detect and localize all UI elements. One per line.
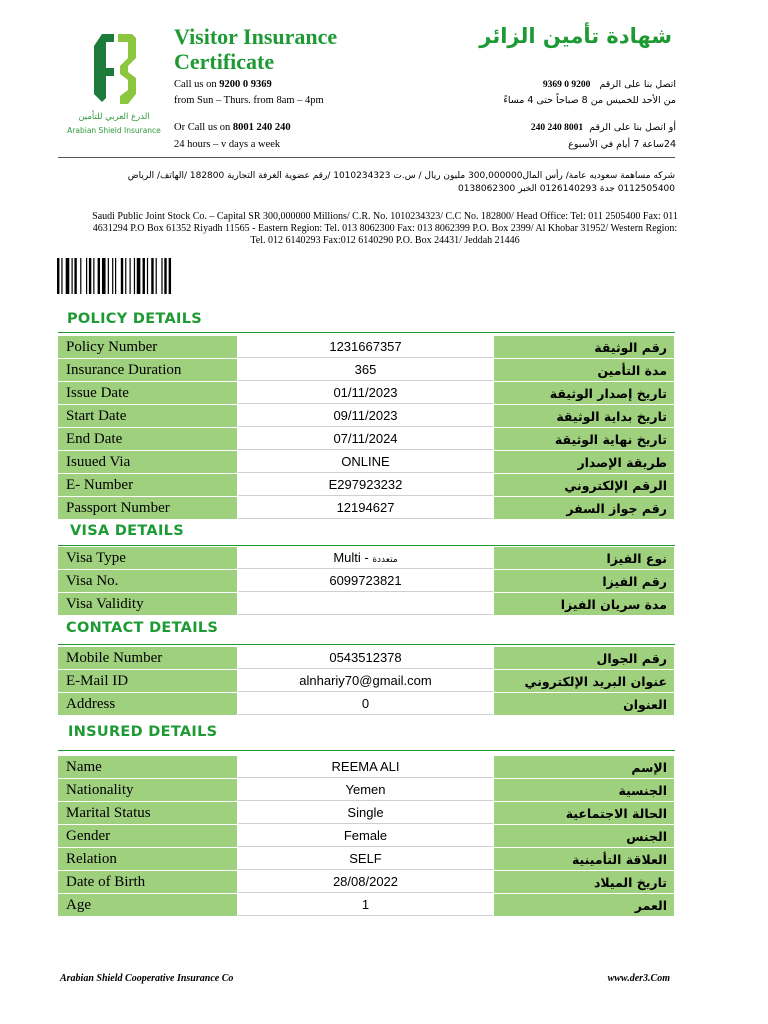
field-label-arabic: رقم الوثيقة <box>493 336 674 358</box>
certificate-title-english: Visitor Insurance Certificate <box>174 24 338 74</box>
field-value-text: 6099723821 <box>329 573 402 588</box>
field-label: Visa Validity <box>58 593 238 615</box>
contact-details-table <box>58 646 674 716</box>
policy-row <box>58 474 674 496</box>
field-label-arabic: العمر <box>493 894 674 916</box>
field-label: Marital Status <box>58 802 238 824</box>
logo-text-arabic: الدرع العربي للتأمين <box>78 112 150 122</box>
field-label: Visa Type <box>58 547 238 569</box>
field-value <box>238 570 493 592</box>
field-label: Relation <box>58 848 238 870</box>
contact-row <box>58 693 674 715</box>
field-label: Insurance Duration <box>58 359 238 381</box>
field-value <box>238 451 493 473</box>
field-value-text: 0543512378 <box>329 650 402 665</box>
policy-row <box>58 497 674 519</box>
policy-row <box>58 451 674 473</box>
policy-row <box>58 382 674 404</box>
section-rule-contact <box>58 644 675 645</box>
visa-row <box>58 593 674 615</box>
field-label-arabic: نوع الفيزا <box>493 547 674 569</box>
field-value-text: alnhariy70@gmail.com <box>299 673 432 688</box>
field-value <box>238 593 493 615</box>
header-divider <box>58 157 675 158</box>
field-label-arabic: رقم الجوال <box>493 647 674 669</box>
field-label-arabic: العلاقة التأمينية <box>493 848 674 870</box>
visa-row <box>58 547 674 569</box>
field-value-text: 0 <box>361 696 370 711</box>
footer-company: Arabian Shield Cooperative Insurance Co <box>60 973 234 984</box>
field-label-arabic: رقم جواز السفر <box>493 497 674 519</box>
field-label-arabic: الإسم <box>493 756 674 778</box>
field-label: Isuued Via <box>58 451 238 473</box>
field-value <box>238 547 493 569</box>
section-title-insured: INSURED DETAILS <box>68 724 218 740</box>
field-label: E- Number <box>58 474 238 496</box>
call-line-2-arabic: أو اتصل بنا على الرقم 8001 240 240 <box>530 122 676 133</box>
field-label: Gender <box>58 825 238 847</box>
contact-row <box>58 670 674 692</box>
insured-row <box>58 848 674 870</box>
field-label-arabic: رقم الفيزا <box>493 570 674 592</box>
section-title-policy: POLICY DETAILS <box>67 311 202 327</box>
field-label: Name <box>58 756 238 778</box>
field-label: Visa No. <box>58 570 238 592</box>
field-label: Issue Date <box>58 382 238 404</box>
call2-hours-arabic: 24ساعة 7 أيام في الأسبوع <box>568 139 676 150</box>
field-value <box>238 825 493 847</box>
field-label-arabic: الحالة الاجتماعية <box>493 802 674 824</box>
field-label-arabic: الرقم الإلكتروني <box>493 474 674 496</box>
company-info-english: Saudi Public Joint Stock Co. – Capital SR 300,000000 Millions/ C.R. No. 1010234323/ C.C No. 182800/ Head Office: Tel: 011 2505400 Fax: 011 4631294 P.O Box 61352 Riyadh 11565 - Eastern Region: Tel. 013 8062300 Fax: 013 8062399 P.O. Box 2399/ Al Khobar 31952/ Western Region: Tel. 012 6140293 Fax:012 6140290 P.O. Box 24431/ Jeddah 21446 <box>92 211 678 246</box>
field-label: Policy Number <box>58 336 238 358</box>
company-info-arabic: شركه مساهمة سعوديه عامة/ رأس المال300,000000 مليون ريال / س.ت 1010234323 /رقم عضوية الغرفة التجارية 182800 /الهاتف/ الرياض 0112505400 جدة 0126140293 الخبر 0138062300 <box>127 171 675 194</box>
call2-number-arabic[interactable]: 8001 240 240 <box>530 123 584 133</box>
call-number[interactable]: 9200 0 9369 <box>219 79 272 90</box>
field-label-arabic: تاريخ إصدار الوثيقة <box>493 382 674 404</box>
company-logo <box>84 28 144 110</box>
field-value <box>238 474 493 496</box>
field-value-arabic: متعددة <box>372 555 398 565</box>
field-value-text: REEMA ALI <box>331 759 400 774</box>
field-value-text: E297923232 <box>328 477 403 492</box>
field-value-text: 09/11/2023 <box>333 408 398 423</box>
field-value <box>238 802 493 824</box>
call-hours-arabic: من الأحد للخميس من 8 صباحاً حتى 4 مساءً <box>503 95 676 106</box>
field-value-text: Female <box>343 828 388 843</box>
field-value-text: 07/11/2024 <box>333 431 398 446</box>
field-label-arabic: الجنس <box>493 825 674 847</box>
call2-hours: 24 hours – v days a week <box>174 139 281 150</box>
field-value <box>238 336 493 358</box>
field-value <box>238 871 493 893</box>
policy-row <box>58 336 674 358</box>
section-title-visa: VISA DETAILS <box>70 523 184 539</box>
section-title-contact: CONTACT DETAILS <box>66 620 219 636</box>
certificate-title-arabic: شهادة تأمين الزائر <box>479 24 672 48</box>
call-line-2: Or Call us on 8001 240 240 <box>174 122 291 133</box>
field-value <box>238 894 493 916</box>
footer-website[interactable]: www.der3.Com <box>607 973 670 984</box>
field-label: Date of Birth <box>58 871 238 893</box>
field-value <box>238 848 493 870</box>
insured-row <box>58 825 674 847</box>
call-line-1: Call us on 9200 0 9369 <box>174 79 272 90</box>
field-label-arabic: مدة سريان الفيزا <box>493 593 674 615</box>
field-value-text: Yemen <box>345 782 386 797</box>
policy-row <box>58 359 674 381</box>
field-label: Passport Number <box>58 497 238 519</box>
field-value <box>238 405 493 427</box>
field-label-arabic: الجنسية <box>493 779 674 801</box>
field-value-text: SELF <box>349 851 382 866</box>
policy-row <box>58 405 674 427</box>
field-label: Nationality <box>58 779 238 801</box>
field-label: Address <box>58 693 238 715</box>
field-label-arabic: مدة التأمين <box>493 359 674 381</box>
logo-text-english: Arabian Shield Insurance <box>67 126 161 135</box>
field-value <box>238 693 493 715</box>
field-value <box>238 359 493 381</box>
field-value-text: 1 <box>361 897 370 912</box>
insured-row <box>58 779 674 801</box>
field-label-arabic: عنوان البريد الإلكتروني <box>493 670 674 692</box>
field-value <box>238 670 493 692</box>
field-value-text: 365 <box>354 362 377 377</box>
insured-row <box>58 894 674 916</box>
field-value-text: Multi - <box>333 550 373 565</box>
field-value-text: 12194627 <box>336 500 395 515</box>
field-value-text: 1231667357 <box>329 339 402 354</box>
field-label-arabic: تاريخ بداية الوثيقة <box>493 405 674 427</box>
field-value <box>238 647 493 669</box>
call-number-arabic[interactable]: 9200 0 9369 <box>542 80 591 90</box>
field-value-text: 01/11/2023 <box>333 385 398 400</box>
field-label: Mobile Number <box>58 647 238 669</box>
call2-number[interactable]: 8001 240 240 <box>232 122 291 133</box>
visa-details-table <box>58 546 674 616</box>
section-rule-policy <box>58 332 675 333</box>
field-label: Age <box>58 894 238 916</box>
field-value-text: Single <box>347 805 384 820</box>
insured-row <box>58 871 674 893</box>
contact-row <box>58 647 674 669</box>
field-label: Start Date <box>58 405 238 427</box>
field-value-text: 28/08/2022 <box>332 874 399 889</box>
field-label-arabic: تاريخ الميلاد <box>493 871 674 893</box>
policy-details-table <box>58 335 674 520</box>
field-value <box>238 382 493 404</box>
insured-row <box>58 802 674 824</box>
insured-details-table <box>58 755 674 917</box>
field-label-arabic: طريقة الإصدار <box>493 451 674 473</box>
field-label-arabic: العنوان <box>493 693 674 715</box>
field-value <box>238 779 493 801</box>
field-value-text: ONLINE <box>341 454 390 469</box>
field-label: E-Mail ID <box>58 670 238 692</box>
field-value <box>238 428 493 450</box>
field-label: End Date <box>58 428 238 450</box>
section-rule-insured <box>58 750 675 751</box>
call-hours: from Sun – Thurs. from 8am – 4pm <box>174 95 324 106</box>
visa-row <box>58 570 674 592</box>
field-value <box>238 756 493 778</box>
field-label-arabic: تاريخ نهاية الوثيقة <box>493 428 674 450</box>
call-line-1-arabic: اتصل بنا على الرقم 9200 0 9369 <box>542 79 676 90</box>
policy-row <box>58 428 674 450</box>
barcode <box>57 258 205 294</box>
insured-row <box>58 756 674 778</box>
field-value <box>238 497 493 519</box>
